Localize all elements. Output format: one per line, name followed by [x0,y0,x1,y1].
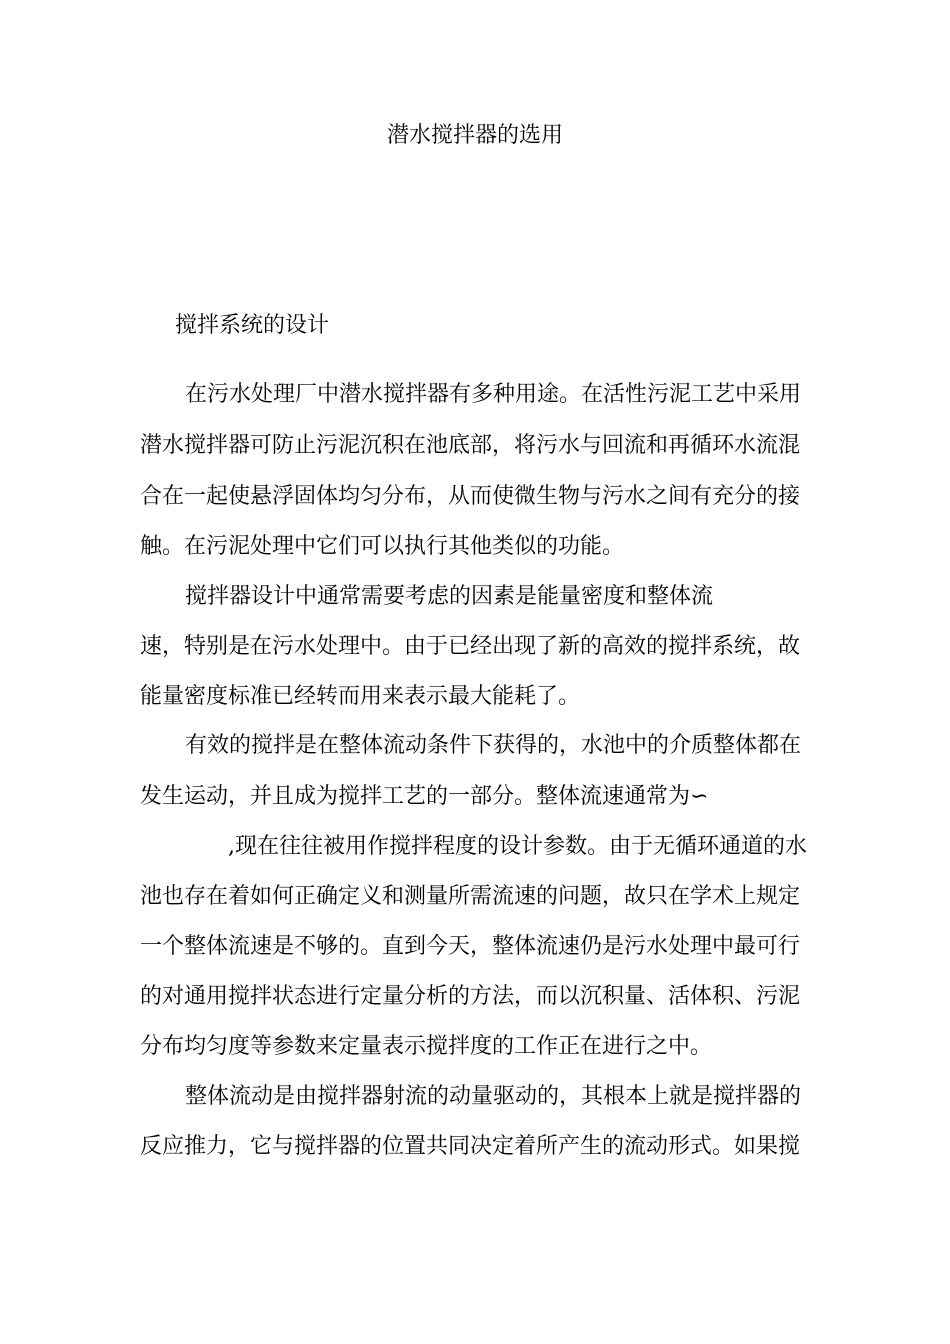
document-title: 潜水搅拌器的选用 [386,123,563,148]
paragraph-line: 合在一起使悬浮固体均匀分布，从而使微生物与污水之间有充分的接 [140,484,801,509]
section-heading: 搅拌系统的设计 [175,313,330,338]
paragraph-line: 整体流动是由搅拌器射流的动量驱动的，其根本上就是搅拌器的 [185,1084,802,1109]
paragraph-line: ,现在往往被用作搅拌程度的设计参数。由于无循环通道的水 [228,834,807,859]
paragraph-line: 有效的搅拌是在整体流动条件下获得的，水池中的介质整体都在 [185,733,802,758]
paragraph-line: 能量密度标准已经转而用来表示最大能耗了。 [140,684,581,709]
paragraph-line: 的对通用搅拌状态进行定量分析的方法，而以沉积量、活体积、污泥 [140,984,801,1009]
paragraph-line: 触。在污泥处理中它们可以执行其他类似的功能。 [140,534,625,559]
paragraph-line: 一个整体流速是不够的。直到今天，整体流速仍是污水处理中最可行 [140,934,801,959]
paragraph-line: 反应推力，它与搅拌器的位置共同决定着所产生的流动形式。如果搅 [140,1134,801,1159]
paragraph-line: 在污水处理厂中潜水搅拌器有多种用途。在活性污泥工艺中采用 [185,382,802,407]
paragraph-line: 速，特别是在污水处理中。由于已经出现了新的高效的搅拌系统，故 [140,634,801,659]
paragraph-line: 发生运动，并且成为搅拌工艺的一部分。整体流速通常为∽ [140,784,709,809]
paragraph-line: 搅拌器设计中通常需要考虑的因素是能量密度和整体流 [185,584,714,609]
paragraph-line: 潜水搅拌器可防止污泥沉积在池底部，将污水与回流和再循环水流混 [140,433,801,458]
paragraph-line: 池也存在着如何正确定义和测量所需流速的问题，故只在学术上规定 [140,884,801,909]
paragraph-line: 分布均匀度等参数来定量表示搅拌度的工作正在进行之中。 [140,1034,713,1059]
